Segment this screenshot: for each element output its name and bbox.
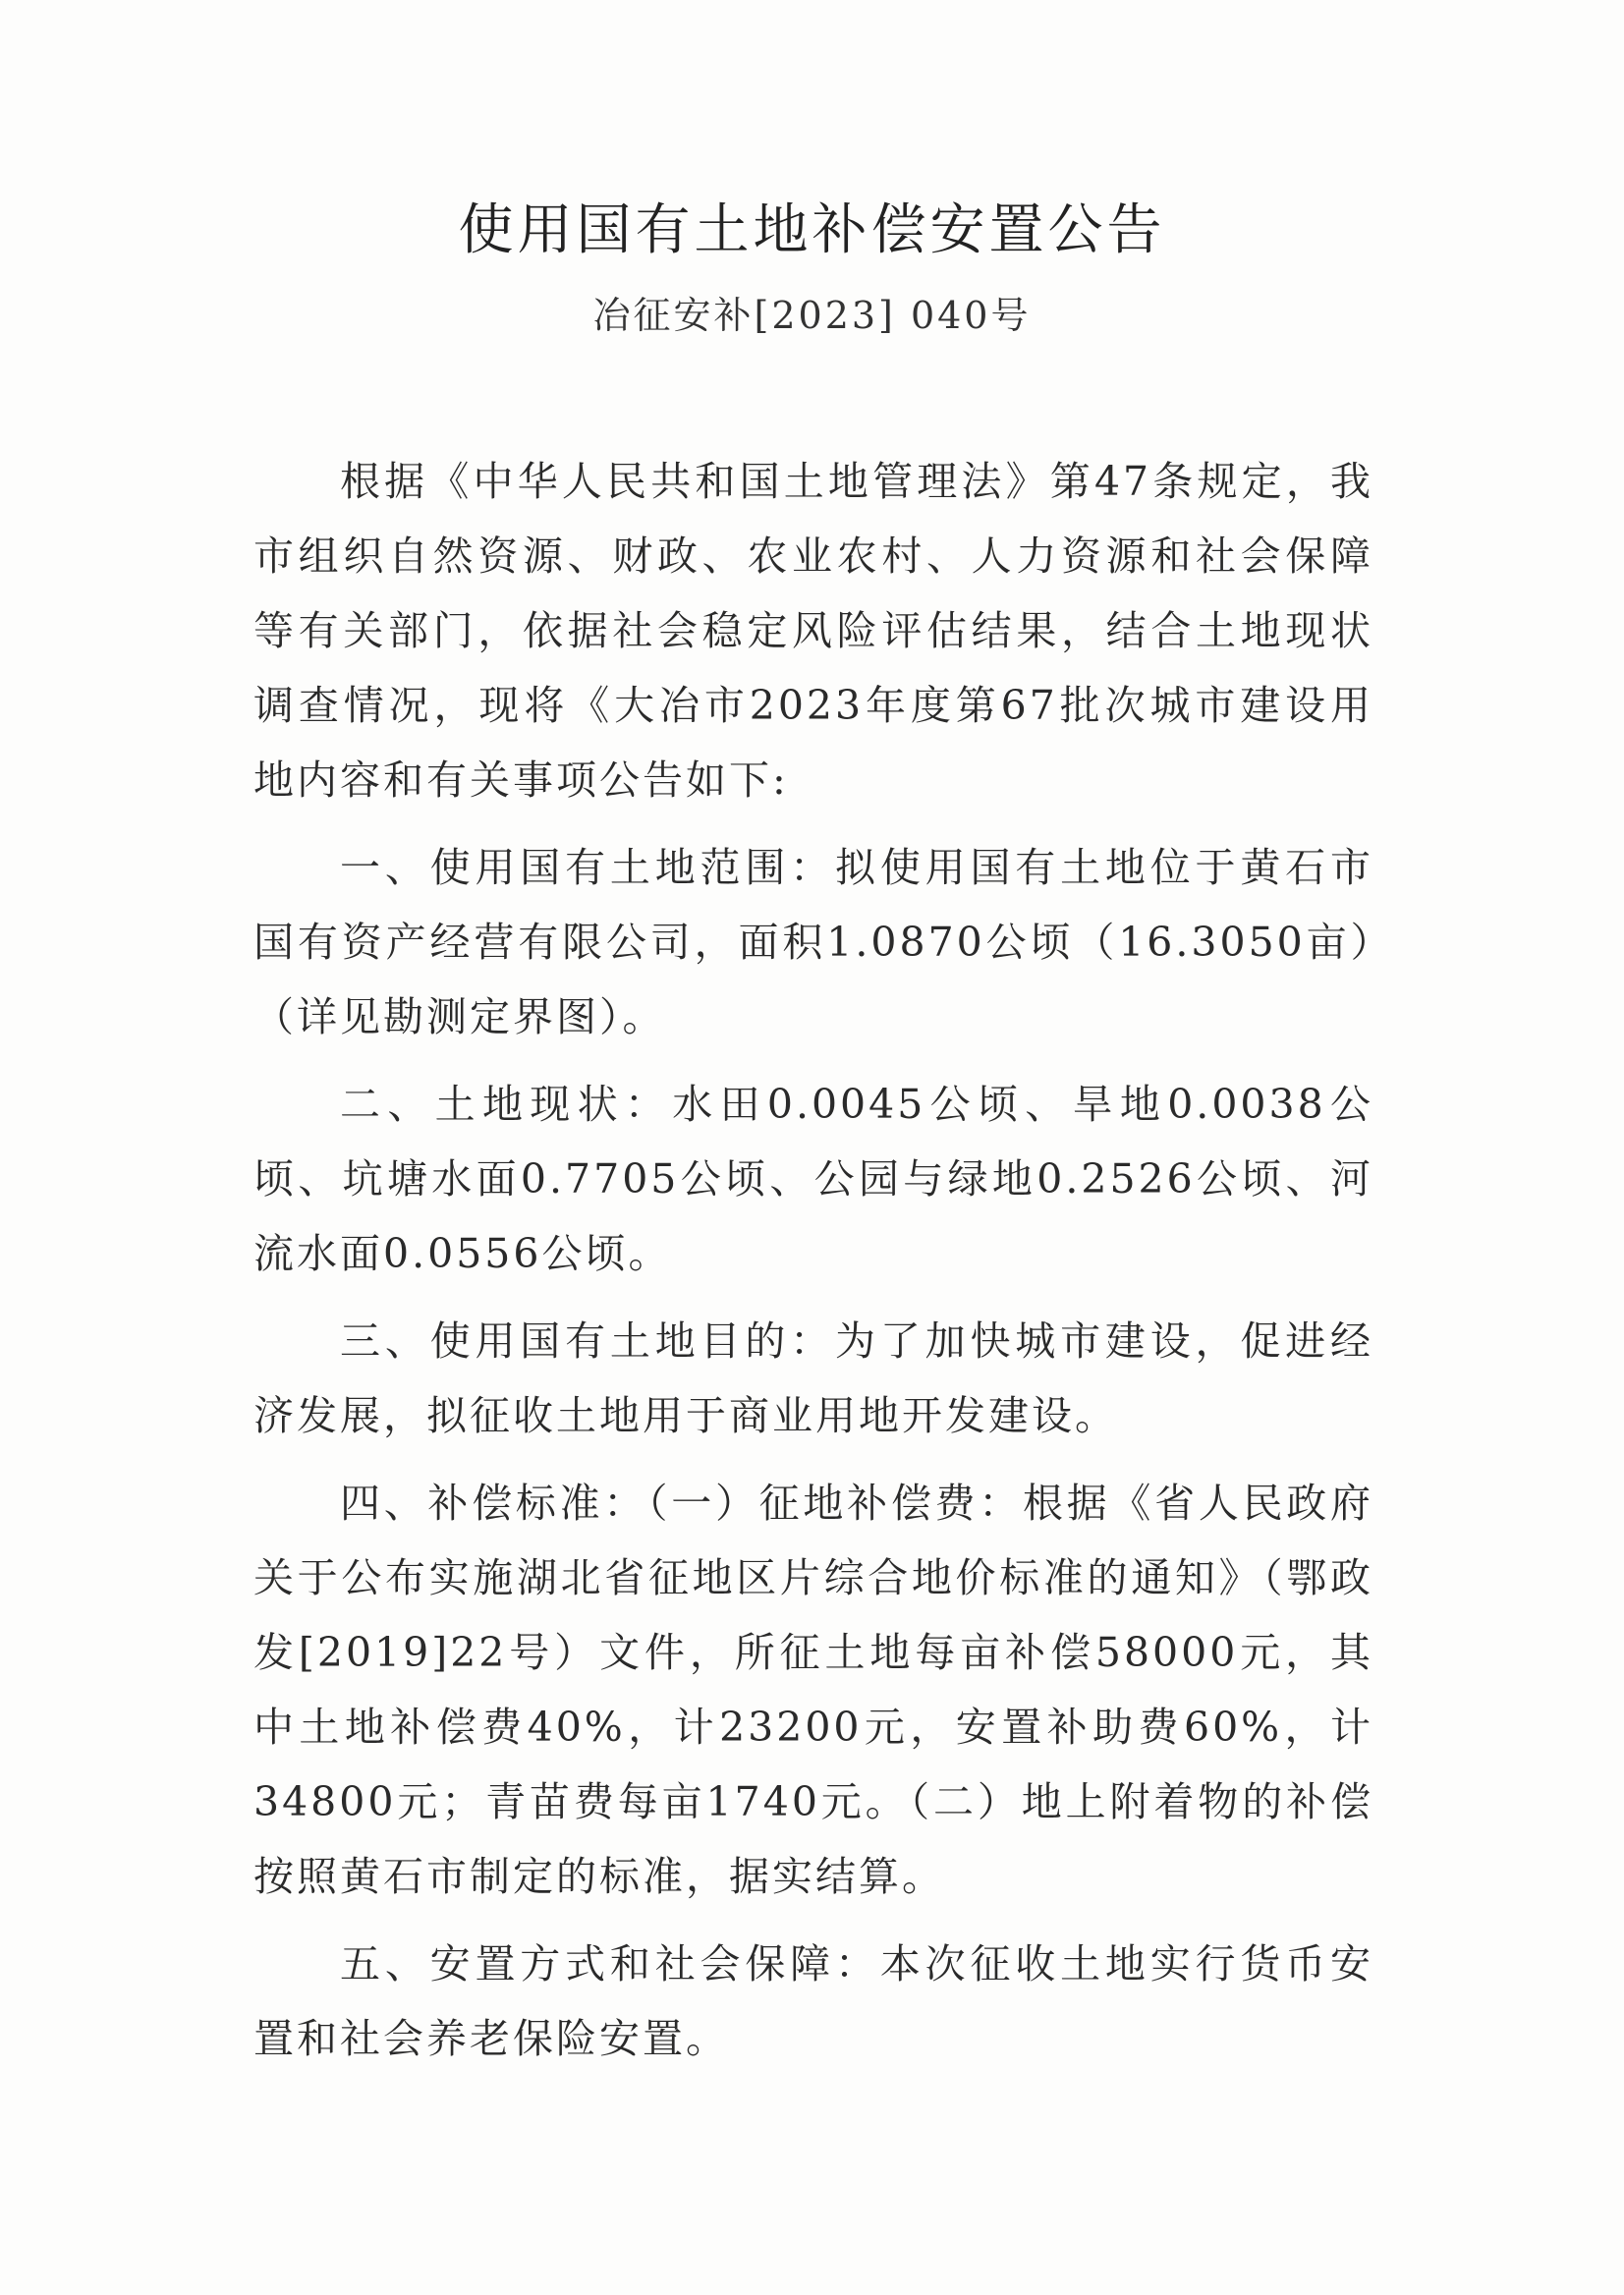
paragraph-land-scope: 一、使用国有土地范围：拟使用国有土地位于黄石市国有资产经营有限公司，面积1.0870公顷（16.3050亩）（详见勘测定界图）。 [253,844,1373,1040]
paragraph-land-status: 二、土地现状：水田0.0045公顷、旱地0.0038公顷、坑塘水面0.7705公顷、公园与绿地0.2526公顷、河流水面0.0556公顷。 [253,1081,1373,1277]
page-title: 使用国有土地补偿安置公告 [458,198,1166,262]
document-body [253,444,1373,2089]
document-number: 冶征安补[2023] 040号 [592,294,1032,337]
paragraph-intro: 根据《中华人民共和国土地管理法》第47条规定，我市组织自然资源、财政、农业农村、人力资源和社会保障等有关部门，依据社会稳定风险评估结果，结合土地现状调查情况，现将《大冶市2023年度第67批次城市建设用地内容和有关事项公告如下: [253,458,1373,804]
paragraph-compensation-standard: 四、补偿标准：（一）征地补偿费：根据《省人民政府关于公布实施湖北省征地区片综合地价标准的通知》（鄂政发[2019]22号）文件，所征土地每亩补偿58000元，其中土地补偿费40%，计23200元，安置补助费60%，计34800元；青苗费每亩1740元。（二）地上附着物的补偿按照黄石市制定的标准，据实结算。 [253,1480,1373,1900]
paragraph-land-purpose: 三、使用国有土地目的：为了加快城市建设，促进经济发展，拟征收土地用于商业用地开发建设。 [253,1317,1373,1439]
paragraph-resettlement: 五、安置方式和社会保障：本次征收土地实行货币安置和社会养老保险安置。 [253,1940,1373,2062]
